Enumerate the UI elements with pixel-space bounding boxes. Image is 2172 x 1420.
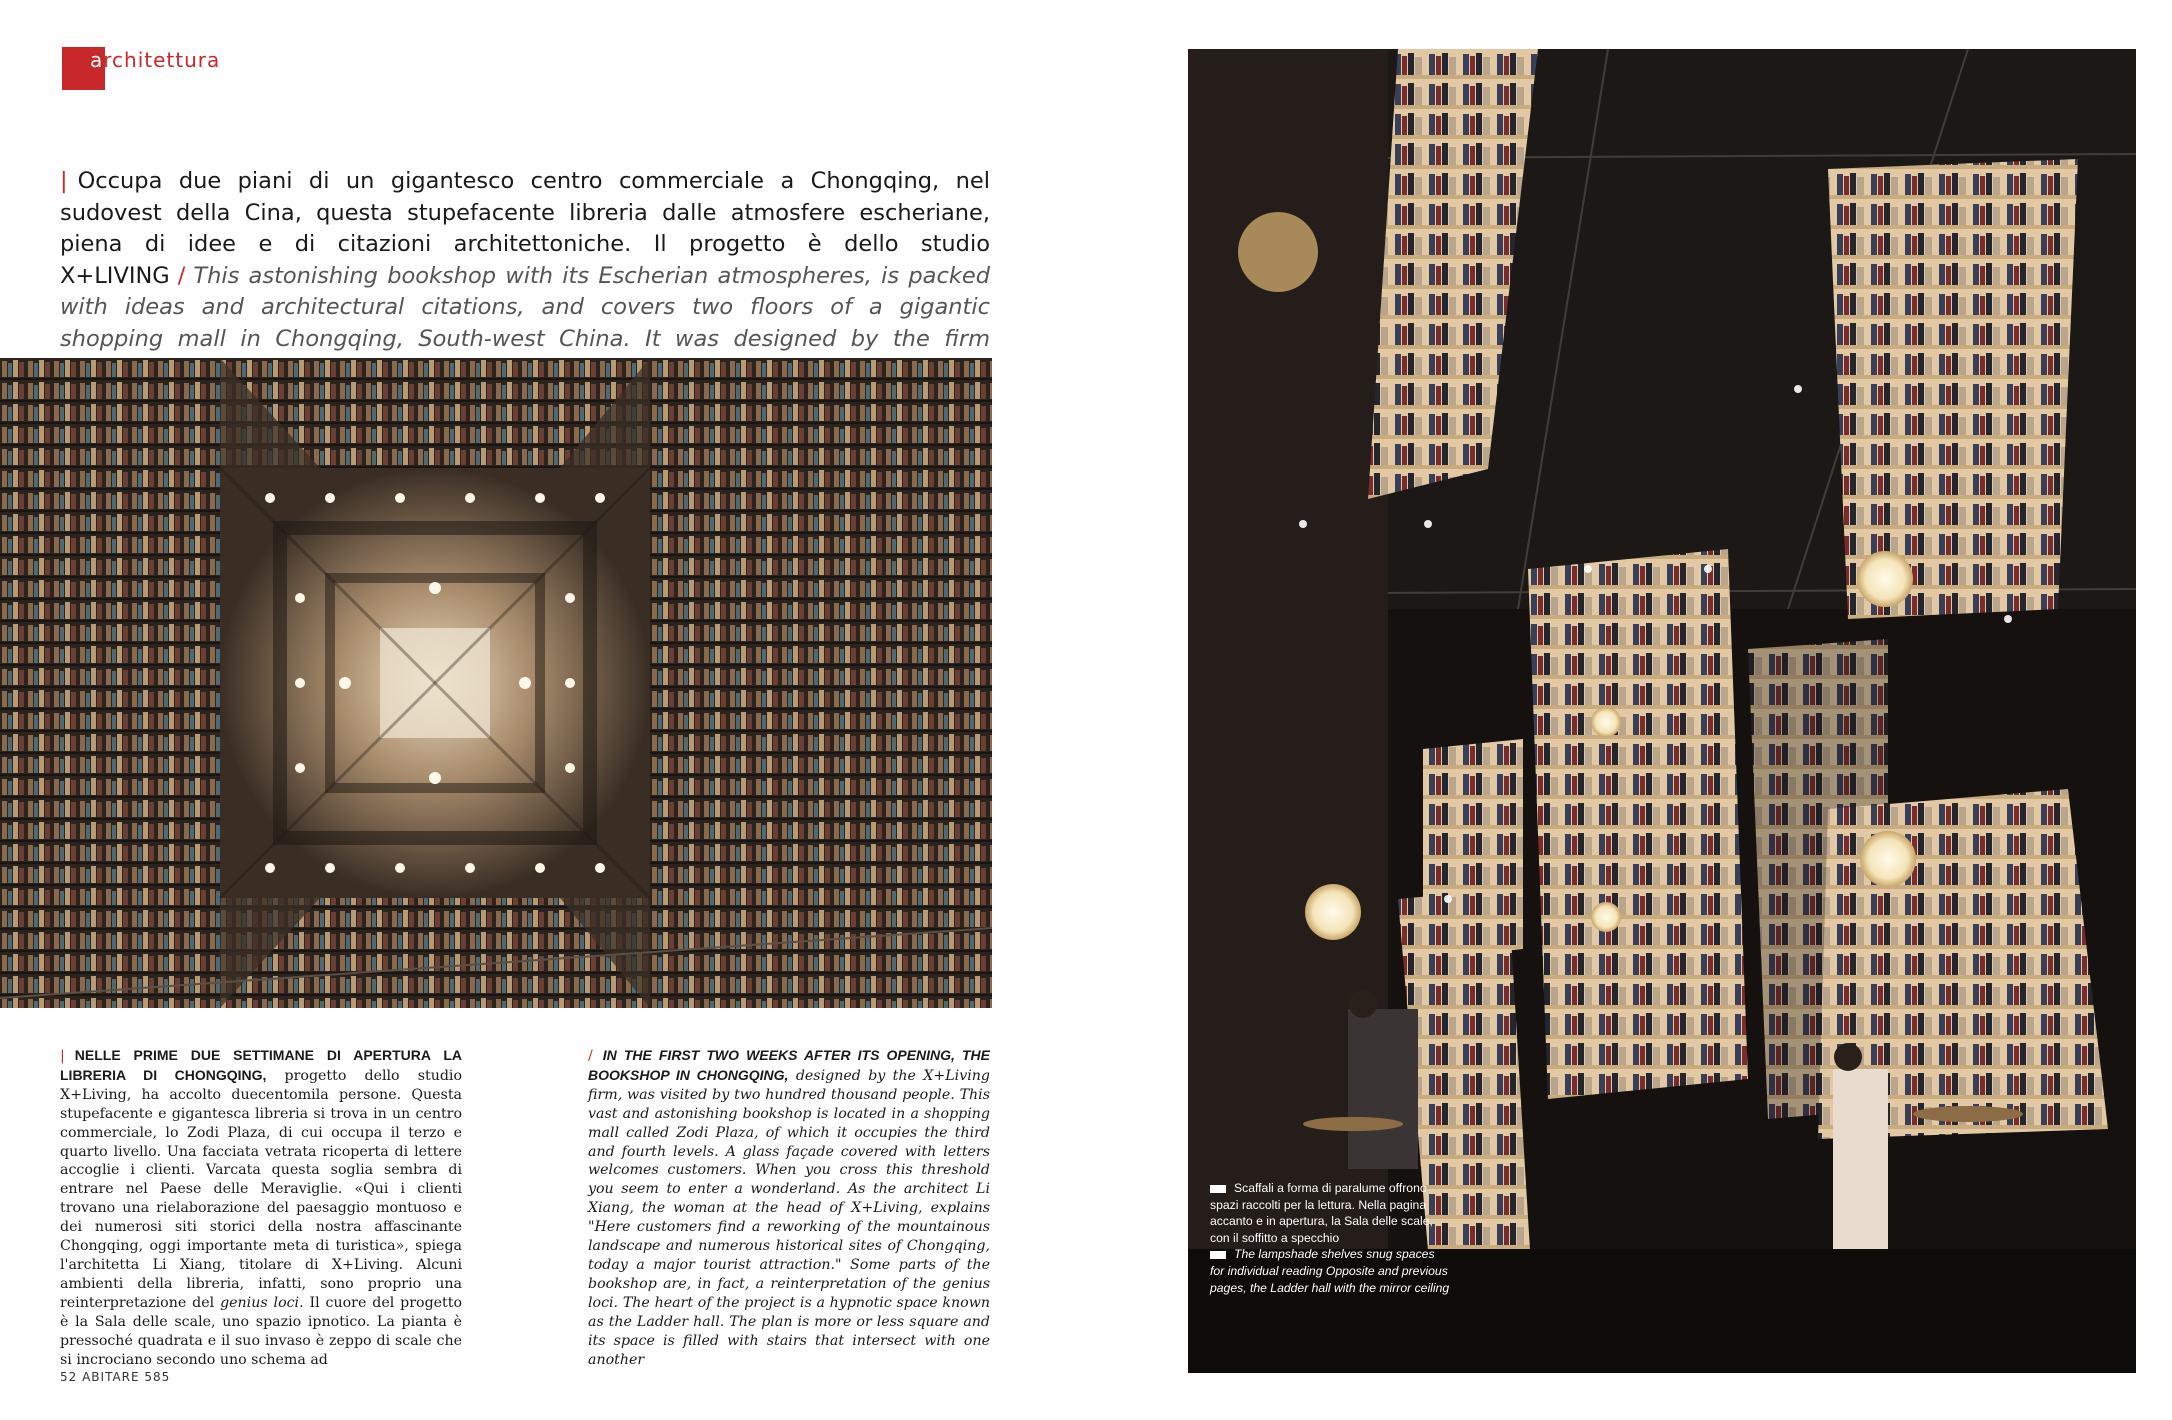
lampshade-shelves-illustration (1188, 49, 2136, 1373)
caption-it: Scaffali a forma di paralume offrono spazi raccolti per la lettura. Nella pagina accanto e in apertura, la Sala delle scale, con il soffitto a specchio (1210, 1181, 1433, 1245)
body-it-text-2: . Il cuore del progetto è la Sala delle scale, uno spazio ipnotico. La pianta è pressoché quadrata e il suo invaso è zeppo di scale che si incrociano secondo uno schema ad (60, 1294, 463, 1368)
body-it-genius: genius loci (220, 1294, 300, 1311)
intro-slash: / (177, 262, 186, 289)
page-folio: 52 ABITARE 585 (60, 1370, 171, 1384)
ladder-hall-photo (0, 358, 992, 1008)
caption-en-line (1210, 1246, 1450, 1296)
caption-marker-en (1210, 1251, 1226, 1259)
caption-it-line (1210, 1180, 1450, 1246)
photo-caption (1210, 1180, 1450, 1296)
intro-bar: | (60, 168, 68, 194)
body-it-text-1: progetto dello studio X+Living, ha accolto duecentomila persone. Questa stupefacente e gigantesca libreria si trova in un centro commerciale, lo Zodi Plaza, di cui occupa il terzo e quarto livello. Una facciata vetrata ricoperta di lettere accoglie i clienti. Varcata questa soglia sembra di entrare nel Paese delle Meraviglie. «Qui i clienti trovano una rielaborazione del paesaggio montuoso e dei numerosi siti storici della nostra affascinante Chongqing, oggi importante meta di turistica», spiega l'architetta Li Xiang, titolare di X+Living. Alcuni ambienti della libreria, infatti, sono proprio una reinterpretazione del (60, 1067, 463, 1311)
body-column-english (588, 1046, 990, 1369)
body-en-lead: IN THE FIRST TWO WEEKS AFTER ITS OPENING, THE BOOKSHOP IN CHONGQING, (588, 1047, 990, 1083)
body-en-bar: / (588, 1048, 593, 1064)
section-tag: architettura (90, 48, 221, 72)
body-it-lead: NELLE PRIME DUE SETTIMANE DI APERTURA LA LIBRERIA DI CHONGQING, (60, 1047, 462, 1083)
ladder-hall-illustration (0, 358, 992, 1008)
body-en-text: designed by the X+Living firm, was visited by two hundred thousand people. This vast and astonishing bookshop is located in a shopping mall called Zodi Plaza, of which it occupies the third and fourth levels. A glass façade covered with letters welcomes customers. When you cross this threshold you seem to enter a wonderland. As the architect Li Xiang, the woman at the head of X+Living, explains "Here customers find a reworking of the mountainous landscape and numerous historical sites of Chongqing, today a major tourist attraction." Some parts of the bookshop are, in fact, a reinterpretation of the genius loci. The heart of the project is a hypnotic space known as the Ladder hall. The plan is more or less square and its space is filled with stairs that intersect with one another (588, 1067, 990, 1368)
intro-it: Occupa due piani di un gigantesco centro commerciale a Chongqing, nel sudovest della Cina, questa stupefacente libreria dalle atmosfere escheriane, piena di idee e di citazioni architettoniche. Il progetto è dello studio X+LIVING (60, 168, 990, 289)
body-it-bar: | (60, 1048, 65, 1064)
caption-marker-it (1210, 1185, 1226, 1193)
intro-en: This astonishing bookshop with its Escherian atmospheres, is packed with ideas and architectural citations, and covers two floors of a gigantic shopping mall in Chongqing, South-west China. It was designed by the firm (60, 262, 990, 352)
lampshade-shelves-photo (1188, 49, 2136, 1373)
intro-paragraph (60, 166, 990, 387)
body-column-italian (60, 1046, 462, 1369)
caption-en: The lampshade shelves snug spaces for individual reading Opposite and previous pages, the Ladder hall with the mirror ceiling (1210, 1247, 1450, 1295)
